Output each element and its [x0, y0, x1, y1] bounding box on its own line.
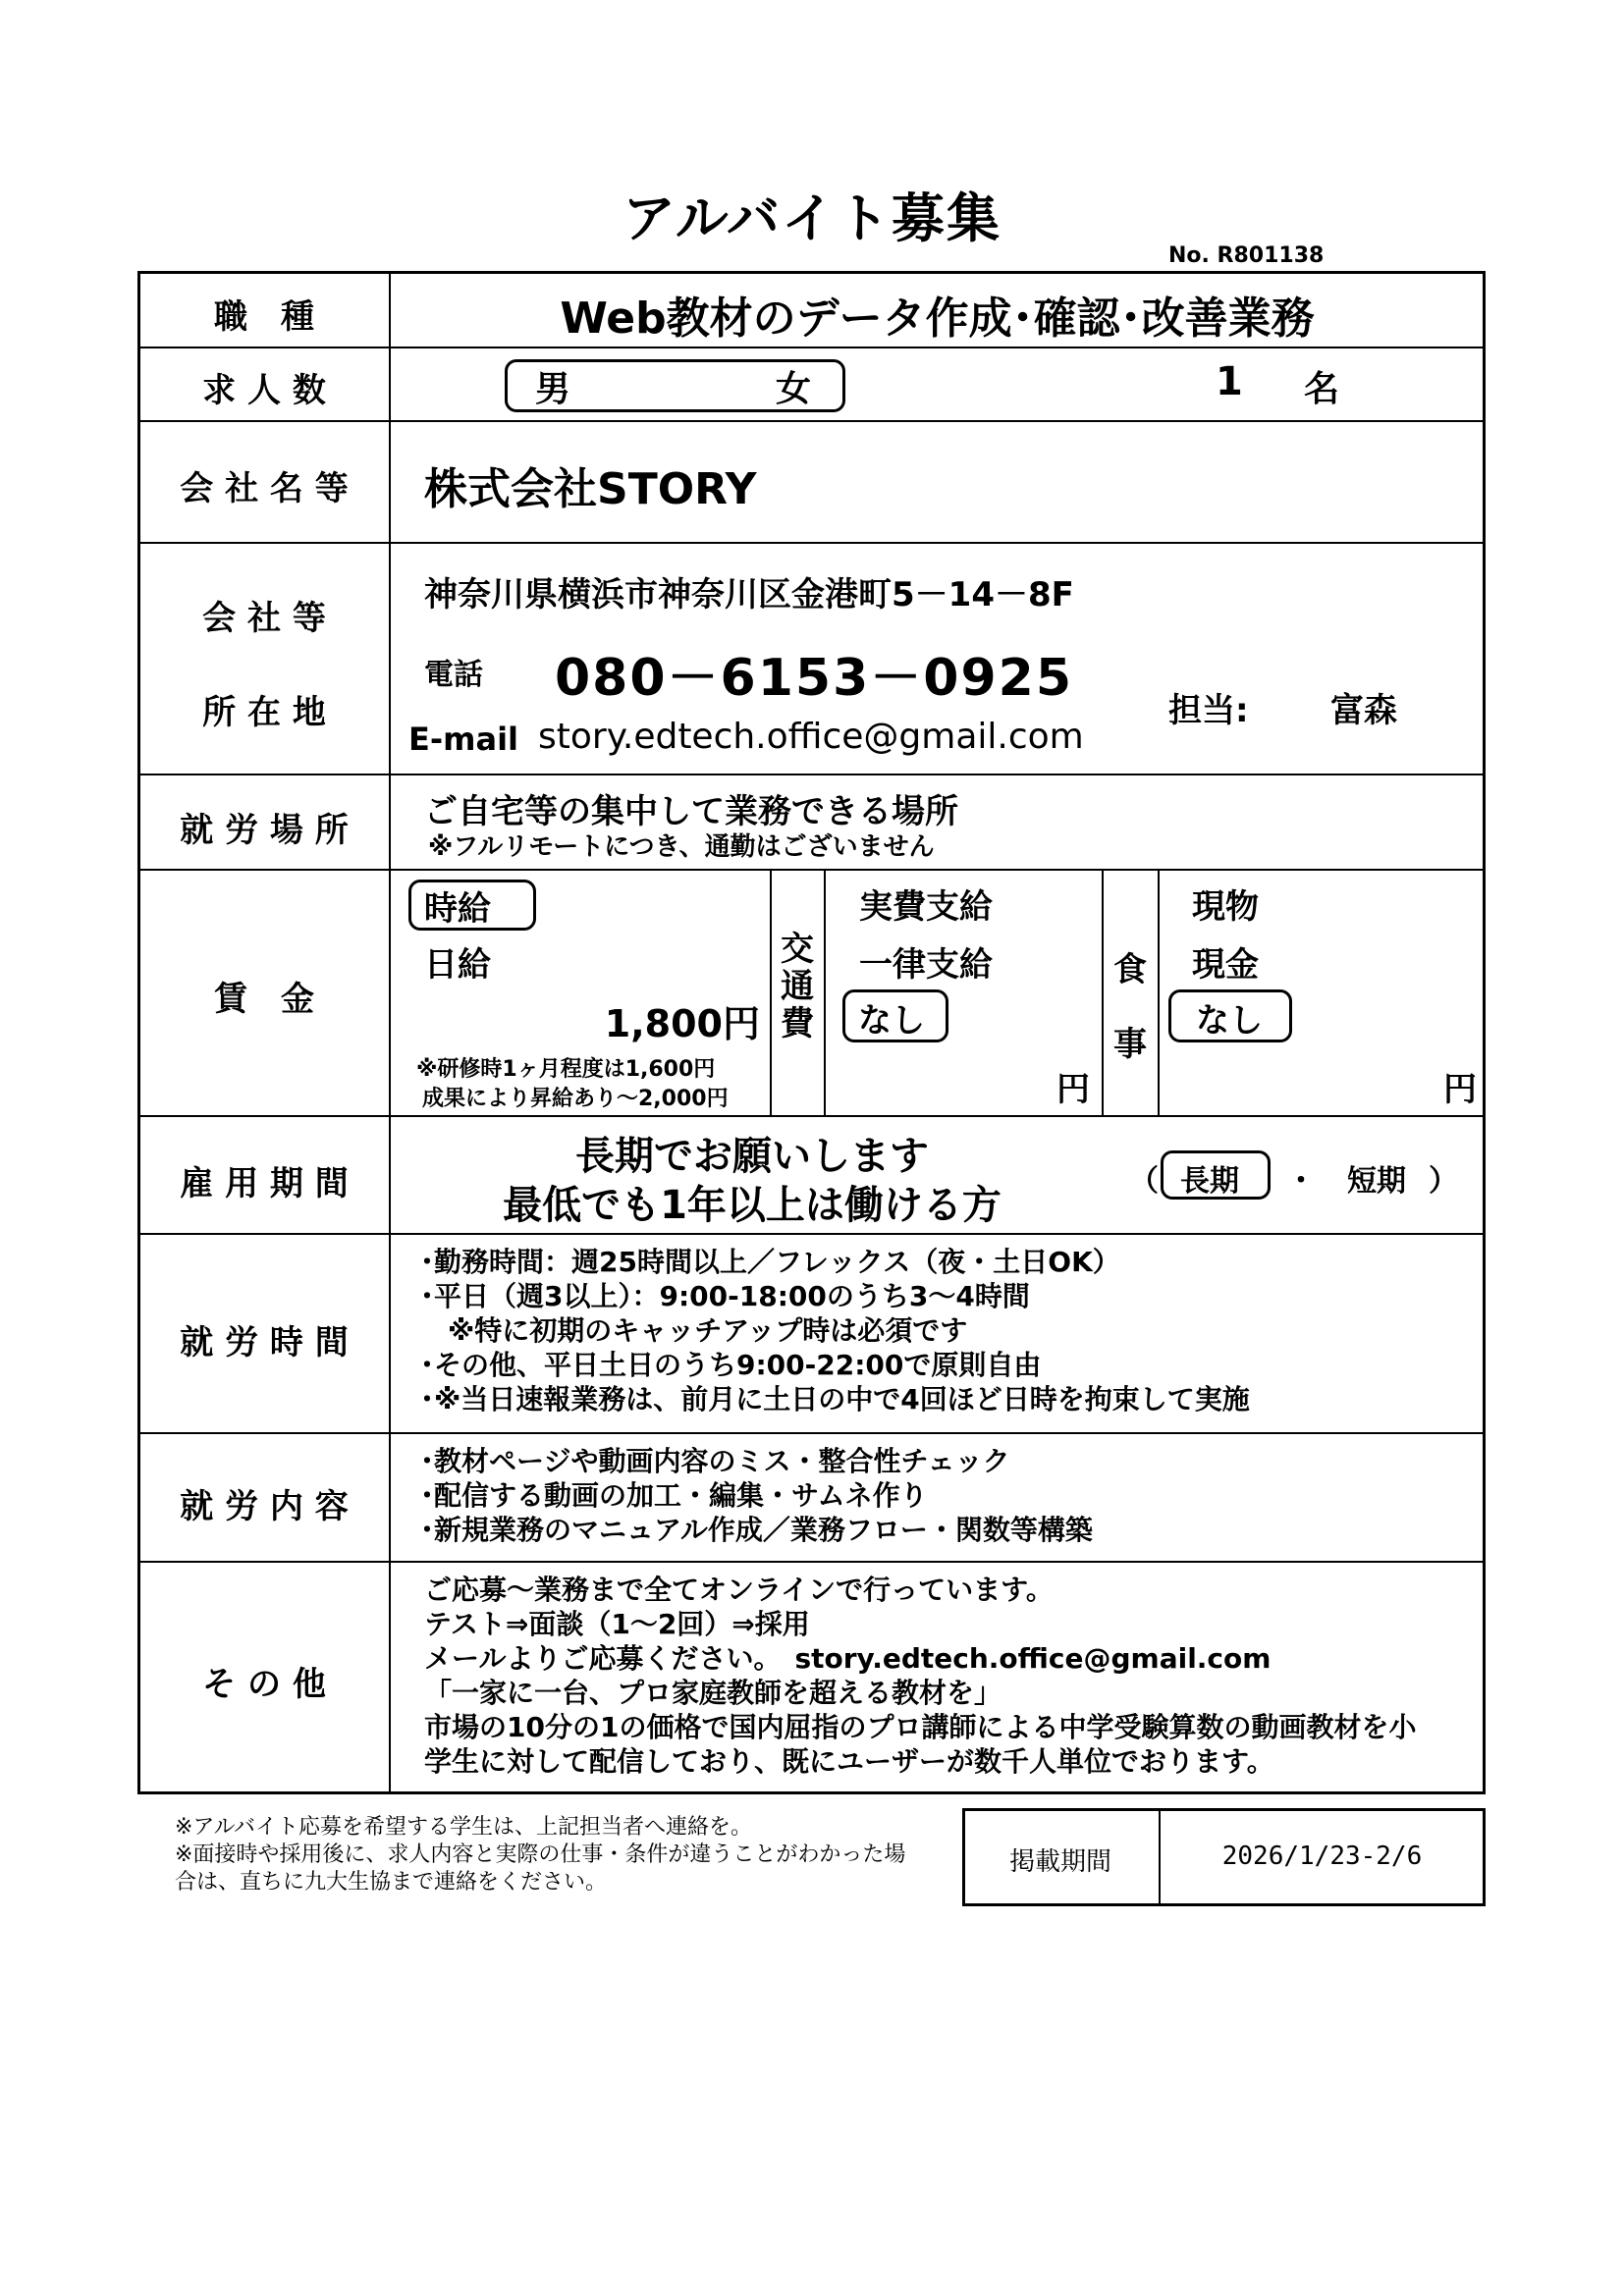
employment-short: 短期 — [1347, 1164, 1406, 1199]
row-divider — [137, 869, 1486, 871]
transport-yen: 円 — [1056, 1070, 1090, 1109]
gender-male: 男 — [535, 369, 571, 409]
label-other: そ の 他 — [202, 1665, 326, 1704]
work-content-list — [420, 1444, 1093, 1547]
label-company-addr-2: 所 在 地 — [202, 693, 326, 732]
other-item: メールよりご応募ください。 story.edtech.office@gmail.com — [424, 1642, 1272, 1675]
label-company-name: 会 社 名 等 — [180, 469, 349, 508]
wage-divider — [1102, 869, 1104, 1115]
meal-none: なし — [1196, 1001, 1263, 1041]
company-name: 株式会社STORY — [424, 464, 757, 514]
phone-number: 080－6153－0925 — [555, 649, 1073, 708]
transport-label: 交通費 — [781, 930, 814, 1043]
job-type-value: Web教材のデータ作成･確認･改善業務 — [560, 294, 1315, 344]
row-divider — [137, 1432, 1486, 1434]
transport-flat: 一律支給 — [859, 945, 993, 985]
row-divider — [137, 1233, 1486, 1235]
label-positions: 求 人 数 — [202, 371, 326, 410]
work-hours-list — [420, 1245, 1250, 1416]
row-divider — [137, 347, 1486, 348]
work-content-item: ･新規業務のマニュアル作成／業務フロー・関数等構築 — [420, 1514, 1093, 1546]
email-label: E-mail — [408, 721, 519, 758]
other-item: ご応募～業務まで全てオンラインで行っています。 — [424, 1574, 1054, 1606]
posting-period-value: 2026/1/23-2/6 — [1221, 1842, 1423, 1871]
phone-label: 電話 — [424, 658, 483, 692]
employment-close-paren: ） — [1429, 1164, 1458, 1199]
wage-hourly: 時給 — [424, 889, 491, 929]
work-hours-item: ･平日（週3以上）：9:00-18:00のうち3～4時間 — [420, 1280, 1030, 1312]
page-title: アルバイト募集 — [622, 187, 1002, 249]
employment-open-paren: （ — [1129, 1164, 1159, 1199]
transport-actual: 実費支給 — [859, 887, 993, 927]
meal-cash: 現金 — [1192, 945, 1259, 985]
work-content-item: ･教材ページや動画内容のミス・整合性チェック — [420, 1445, 1010, 1477]
other-item: 学生に対して配信しており、既にユーザーが数千人単位でおります。 — [424, 1745, 1274, 1778]
work-content-item: ･配信する動画の加工・編集・サムネ作り — [420, 1479, 928, 1512]
footer-note: ※面接時や採用後に、求人内容と実際の仕事・条件が違うことがわかった場 — [175, 1842, 906, 1867]
label-company-addr-1: 会 社 等 — [202, 599, 326, 638]
gender-female: 女 — [776, 369, 812, 409]
workplace-note: ※フルリモートにつき、通勤はございません — [428, 832, 935, 862]
contact-name: 富森 — [1330, 691, 1397, 730]
other-item: 市場の10分の1の価格で国内屈指のプロ講師による中学受験算数の動画教材を小 — [424, 1711, 1417, 1743]
meal-label: 食事 — [1113, 950, 1147, 1064]
other-item: テスト⇒面談（1～2回）⇒採用 — [424, 1608, 810, 1640]
other-item: 「一家に一台、プロ家庭教師を超える教材を」 — [424, 1677, 1002, 1709]
posting-period-label: 掲載期間 — [1008, 1847, 1111, 1877]
company-address: 神奈川県横浜市神奈川区金港町5－14－8F — [424, 575, 1074, 614]
wage-daily: 日給 — [424, 945, 491, 985]
label-employment-period: 雇 用 期 間 — [180, 1164, 349, 1203]
footer-note: 合は、直ちに九大生協まで連絡をください。 — [175, 1870, 608, 1895]
label-workplace: 就 労 場 所 — [180, 811, 349, 850]
meal-yen: 円 — [1443, 1070, 1477, 1109]
wage-divider — [824, 869, 826, 1115]
wage-divider — [1158, 869, 1160, 1115]
workplace-value: ご自宅等の集中して業務できる場所 — [424, 792, 958, 831]
employment-line-2: 最低でも1年以上は働ける方 — [503, 1183, 1001, 1228]
wage-note-2: 成果により昇給あり～2,000円 — [422, 1087, 729, 1111]
row-divider — [137, 420, 1486, 422]
employment-line-1: 長期でお願いします — [575, 1134, 929, 1179]
label-work-hours: 就 労 時 間 — [180, 1323, 349, 1362]
row-divider — [137, 774, 1486, 775]
label-work-content: 就 労 内 容 — [180, 1487, 349, 1526]
work-hours-item: ･※当日速報業務は、前月に土日の中で4回ほど日時を拘束して実施 — [420, 1383, 1250, 1415]
employment-long: 長期 — [1180, 1164, 1239, 1199]
positions-unit: 名 — [1304, 369, 1340, 409]
meal-goods: 現物 — [1192, 887, 1259, 927]
wage-amount: 1,800円 — [604, 1002, 760, 1045]
work-hours-item: ※特に初期のキャッチアップ時は必須です — [420, 1314, 968, 1347]
positions-count: 1 — [1216, 359, 1243, 404]
transport-none: なし — [858, 1001, 925, 1041]
row-divider — [137, 1115, 1486, 1117]
footer-note: ※アルバイト応募を希望する学生は、上記担当者へ連絡を。 — [175, 1815, 753, 1840]
wage-divider — [770, 869, 772, 1115]
label-column-divider — [389, 271, 391, 1794]
contact-label: 担当: — [1168, 691, 1249, 730]
label-job-type: 職 種 — [214, 297, 314, 337]
footer-notes — [175, 1814, 905, 1896]
other-list — [424, 1573, 1416, 1779]
row-divider — [137, 1561, 1486, 1563]
row-divider — [137, 542, 1486, 544]
wage-note-1: ※研修時1ヶ月程度は1,600円 — [416, 1057, 716, 1082]
label-wage: 賃 金 — [214, 980, 314, 1019]
work-hours-item: ･勤務時間：週25時間以上／フレックス（夜・土日OK） — [420, 1246, 1120, 1278]
work-hours-item: ･その他、平日土日のうち9:00-22:00で原則自由 — [420, 1349, 1042, 1381]
document-number: No. R801138 — [1168, 243, 1325, 268]
employment-dot: ・ — [1286, 1164, 1316, 1199]
email-address: story.edtech.office@gmail.com — [538, 717, 1084, 757]
